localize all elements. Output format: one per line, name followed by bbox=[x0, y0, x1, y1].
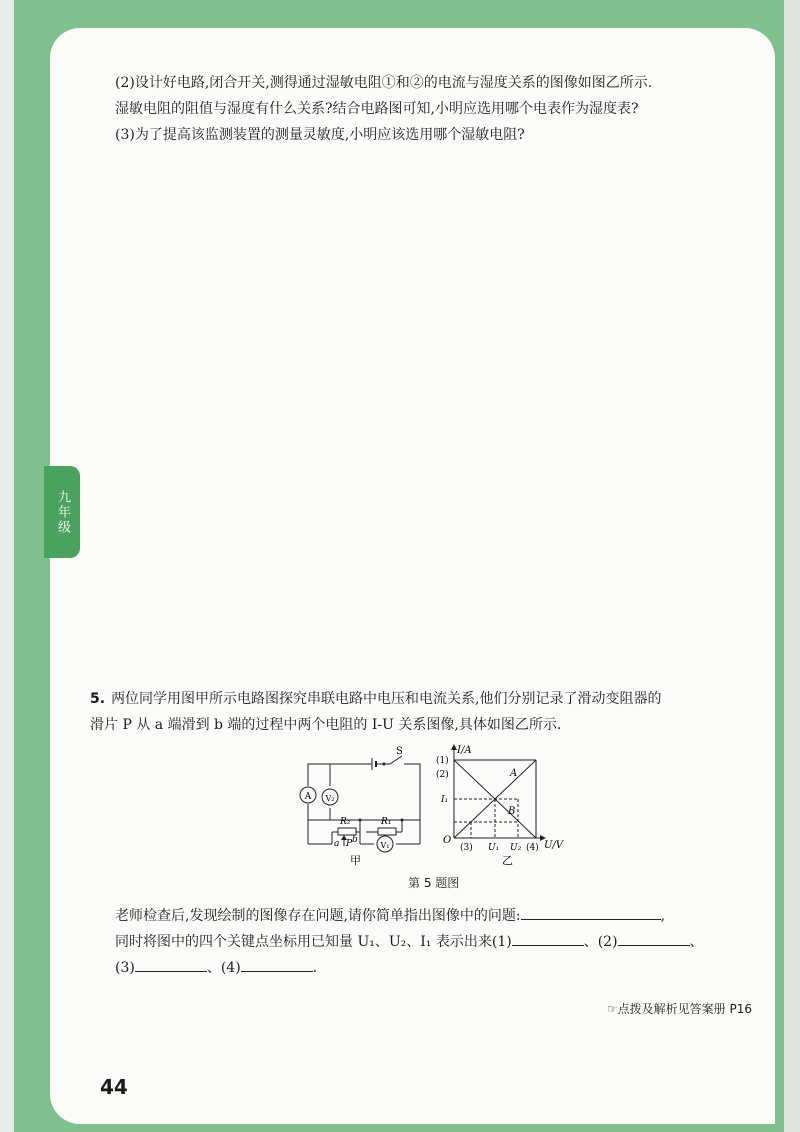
graph-caption: 乙 bbox=[502, 854, 513, 867]
v1-label: V₁ bbox=[380, 841, 390, 850]
figure-caption: 第 5 题图 bbox=[408, 876, 460, 890]
r1-label: R₁ bbox=[381, 817, 392, 827]
resistor-r1 bbox=[378, 828, 396, 835]
rheostat-r2 bbox=[338, 828, 356, 835]
iu-graph bbox=[454, 748, 542, 838]
question-5-blanks bbox=[115, 903, 760, 981]
marker-4-label: (4) bbox=[526, 843, 539, 853]
label-3: (3) bbox=[115, 960, 135, 976]
origin-label: O bbox=[443, 835, 452, 846]
q4-part3: (3)为了提高该监测装置的测量灵敏度,小明应该选用哪个湿敏电阻? bbox=[115, 127, 525, 143]
answer-reference: ☞点拨及解析见答案册 P16 bbox=[606, 1002, 752, 1016]
after-line1: 老师检查后,发现绘制的图像存在问题,请你简单指出图像中的问题: bbox=[115, 908, 521, 924]
after-line1-end: , bbox=[660, 908, 666, 924]
question-4-continued bbox=[115, 70, 755, 148]
circuit-caption: 甲 bbox=[350, 854, 361, 867]
page-edge-right bbox=[784, 0, 800, 1132]
switch-blade bbox=[390, 756, 402, 764]
grade-tab: 九年级 bbox=[44, 466, 80, 558]
marker-3-label: (3) bbox=[460, 843, 473, 853]
point-a-label: A bbox=[510, 768, 518, 779]
answer-blank-problem[interactable] bbox=[521, 903, 661, 920]
page-edge-left bbox=[0, 0, 14, 1132]
v2-label: V₂ bbox=[325, 794, 335, 803]
switch-label: S bbox=[396, 746, 403, 757]
answer-blank-1[interactable] bbox=[512, 929, 584, 946]
marker-1-label: (1) bbox=[436, 756, 449, 766]
q4-part2-line2: 湿敏电阻的阻值与湿度有什么关系?结合电路图可知,小明应选用哪个电表作为湿度表? bbox=[115, 101, 639, 117]
answer-blank-3[interactable] bbox=[135, 955, 207, 972]
after-line2: 同时将图中的四个关键点坐标用已知量 U₁、U₂、I₁ 表示出来(1) bbox=[115, 934, 512, 950]
x-axis-label: U/V bbox=[544, 840, 564, 851]
slider-p-label: P bbox=[346, 839, 353, 849]
r2-label: R₂ bbox=[340, 817, 351, 827]
q5-line1: 两位同学用图甲所示电路图探究串联电路中电压和电流关系,他们分别记录了滑动变阻器的 bbox=[111, 691, 662, 707]
point-b-label: B bbox=[508, 806, 516, 817]
q4-part2-line1: (2)设计好电路,闭合开关,测得通过湿敏电阻①和②的电流与湿度关系的图像如图乙所示. bbox=[115, 75, 653, 91]
marker-2-label: (2) bbox=[436, 770, 449, 780]
ammeter-label: A bbox=[304, 792, 312, 802]
label-4: 、(4) bbox=[206, 960, 241, 976]
y-axis-label: I/A bbox=[457, 745, 472, 756]
end-b-label: b bbox=[352, 835, 358, 845]
question-5 bbox=[90, 686, 760, 738]
u1-label: U₁ bbox=[488, 843, 500, 853]
u2-label: U₂ bbox=[510, 843, 522, 853]
end-a-label: a bbox=[334, 839, 340, 849]
page-number: 44 bbox=[100, 1075, 128, 1099]
i1-label: I₁ bbox=[441, 795, 449, 805]
question-number: 5. bbox=[90, 691, 106, 707]
q5-line2: 滑片 P 从 a 端滑到 b 端的过程中两个电阻的 I-U 关系图像,具体如图乙所示. bbox=[90, 717, 562, 733]
sep-2: 、(2) bbox=[583, 934, 618, 950]
line3-end: . bbox=[312, 960, 318, 976]
answer-blank-2[interactable] bbox=[618, 929, 690, 946]
answer-blank-4[interactable] bbox=[241, 955, 313, 972]
tail-mark: 、 bbox=[689, 934, 704, 950]
question-5-figures bbox=[290, 742, 580, 872]
